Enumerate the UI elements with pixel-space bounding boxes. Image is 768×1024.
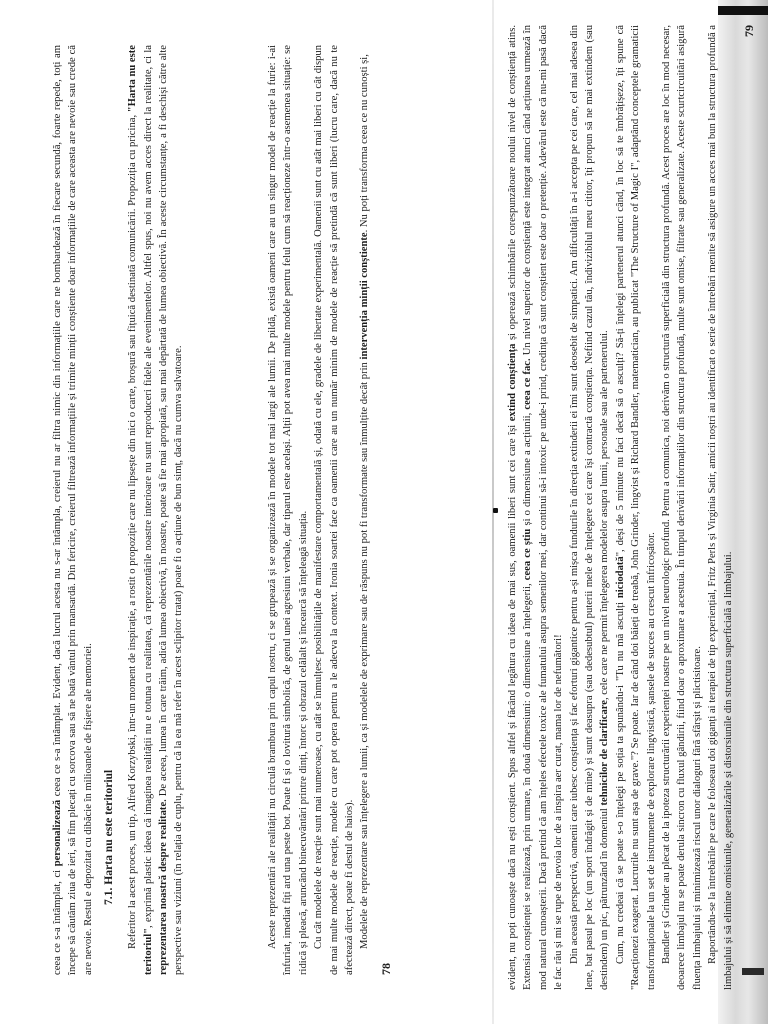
emphasis: ceea ce fac.	[522, 358, 534, 410]
emphasis: "Harta nu este teritoriul"	[127, 45, 154, 975]
text-run: De aceea, lumea în care trăim, adică lumea obiectivă, în noastre, poate să fie mai apropiată, sau mai depărtată de lumea obiectivă. În aceste circumstanțe, a fi deschiși către alte perspective sau viziuni (în relația de cuplu, pentru că la ea mă refer în acest sclipitor tratat) poate fi o acțiune de bun simț, dacă nu cumva salvatoare.	[158, 45, 185, 975]
right-paragraph-3	[613, 25, 659, 990]
text-run: și operează schimbările corespunzătoare noului nivel de conștiență atins. Extensia conștienței se realizează, prin urmare, în două dimensiuni: o dimensiune a înțelegerii,	[507, 24, 534, 990]
text-run: și o dimensiune a acțiunii,	[522, 409, 534, 529]
left-page	[50, 45, 490, 975]
left-paragraph-2: Aceste reprezentări ale realității nu circulă brambura prin capul nostru, ci se grupează și se organizează în modele tot mai largi ale lumii. De pildă, există oameni care au un singur model de reacție la furie: i-ai înfuriat, imediat fiți ard una peste bot. Poate fi și o lovitură simbolică, de genul unei agresiuni verbale, dar tiparul este același. Alții pot avea mai multe modele pentru felul cum să reacționeze într-o asemenea situație: se ridică și pleacă, aruncând binecuvântări printre dinți, întorc și obrazul celălalt și încearcă să înțeleagă situația.	[267, 45, 309, 975]
text-run: ", deși de 5 minute nu faci decât să o asculți? Să-ți înțelegi partenerul atunci când, în loc să te îmbrățișeze, îți spune că "Reacționezi exagerat. Lucrurile nu sunt așa de grave."? Se poate. Iar de când doi băieți de treabă, John Grinder, lingvist și Richard Bandler, matematician, au publicat "The Structure of Magic I", adaptând conceptele gramaticii transformaționale la un set de instrumente de explorare lingvistică, șansele de succes au crescut înfricoșător.	[614, 25, 657, 990]
text-run: ceea ce s-a întâmplat. Evident, dacă lucrul acesta nu s-ar întâmpla, creierul nu ar filtra nimic din informațiile care ne bombardează în fiecare secundă, foarte repede, toți am începe să căutăm ziua de ieri, să fim plecați cu sorcova sau să ne bată vântul prin mansardă. Din fericire, creierul filtrează informațiile și trimite minții conștiente doar informațiile de care aceasta are nevoie sau crede că are nevoie. Restul e depozitat cu dibăcie în milioanele de fișiere ale memoriei.	[52, 45, 94, 975]
text-run: Cum, nu credeai că se poate s-o înțelegi pe soția ta spunându-i "Tu nu mă asculți	[614, 598, 626, 964]
emphasis: ceea ce știu	[522, 528, 534, 581]
left-paragraph-3: Cu cât modelele de reacție sunt mai numeroase, cu atât se înmulțesc posibilitățile de manifestare comportamentală și, odată cu ele, gradele de libertate experimentală. Oamenii sunt cu atât mai liberi cu cât dispun de mai multe modele de reacție, modele cu care pot opera pentru a le adecva la context. Ironia soartei face ca oamenii care au un număr minim de modele de reacție să pretindă că sunt liberi (lucru care, dacă nu te afectează direct, poate fi destul de haios).	[313, 45, 356, 975]
text-run: , cele care ne permit înțelegerea modelelor asupra lumii, personale sau ale partenerului.	[599, 330, 611, 701]
right-paragraph-4: Bandler și Grinder au plecat de la ipoteza structurării experienței noastre pe un nivel neurologic profund. Pentru a comunica, noi derivăm o structură superficială din structura profundă. Acest proces are loc în mod necesar, deoarece limbajul nu se poate derula sincron cu fluxul gândirii, fiind doar o aproximare a acestuia. În timpul derivării informațiilor din structura profundă, multe sunt omise, filtrate sau generalizate. Aceste scurtcircuitări asigură fluența limbajului și minimizează riscul unor dialoguri fără sfârșit și plictisitoare.	[661, 25, 703, 990]
page-number: 79	[742, 25, 757, 37]
emphasis: reprezentarea noastră despre realitate.	[158, 799, 170, 975]
right-paragraph-5: Raportându-se la întrebările pe care le foloseau doi giganți ai terapiei de tip experiențial, Fritz Perls și Virginia Satir, amicii noștri au identificat o serie de întrebări menite să asigure un acces mai bun la structura profundă a limbajului și să elimine omisiunile, generalizările și distorsiunile din structura superficială a limbajului.	[707, 24, 734, 990]
emphasis: extind conștiența	[507, 343, 518, 422]
left-intro-paragraph	[50, 45, 96, 975]
text-run: , exprimă plastic ideea că imaginea realității nu e totuna cu realitatea, că reprezentările noastre interioare nu sunt reproduceri fidele ale evenimentelor. Altfel spus, noi nu avem acces direct la realitate, ci la	[142, 45, 154, 928]
text-run: Modelele de reprezentare sau înțelegere a lumii, ca și modelele de exprimare sau de răspuns nu pot fi transformate sau înmulțite decât prin	[359, 359, 371, 949]
right-page	[505, 24, 757, 990]
emphasis: niciodată	[614, 556, 626, 599]
right-paragraph-1	[505, 25, 567, 990]
spine-dot	[493, 508, 498, 513]
right-paragraph-2	[567, 25, 613, 990]
emphasis: personalizează	[52, 799, 63, 867]
left-paragraph-1	[125, 45, 187, 975]
edge-marker	[718, 6, 768, 15]
text-run: Referitor la acest proces, un tip, Alfred Korzybski, într-un moment de inspirație, a rostit o propoziție care nu lipsește din nici o carte, broșură sau fițuică destinată comunicării. Propoziția cu pricina,	[127, 112, 139, 949]
text-run: Din această perspectivă, oamenii care iubesc conștiența și fac eforturi gigantice pentru a-și mișca fundurile în direcția extinderii ei îmi sunt deosebit de simpatici. Am dificultăți în a-i accepta pe cei care, cel mai adesea din lene, bat pasul pe loc (un sport îndrăgit și de mine) și sunt deasupra (sau dedesubtul) puterii mele de înțelegere cei care își contractă conștiența. Nefiind cazul tău, îndivizibilul meu cititor, îți propun să ne mai extindem (sau destindem) un pic, pătrunzând în domeniul	[568, 25, 611, 990]
left-page-column-top	[50, 45, 255, 975]
text-run: Un nivel superior de conștiență este integrat atunci când acțiunea urmează în mod natural cunoașterii. Dacă pretind că am înțeles efectele toxice ale fumatului asupra semenilor mei, dar continui să-i intoxic pe unde-i prind, credința că sunt conștient este doar o pretenție. Adevărul este că nu-mi pasă dacă le fac rău și mi se rupe de nevoia lor de a inspira aer curat, mama lor de nefumători!	[522, 24, 565, 990]
text-run: ceea ce s-a întâmplat, ci	[52, 866, 63, 975]
emphasis: tehnicilor de clarificare	[599, 700, 611, 806]
page-number: 78	[378, 963, 393, 975]
left-paragraph-4	[357, 45, 372, 975]
section-heading: 7.1. Harta nu este teritoriul	[102, 769, 116, 905]
emphasis: intervenția minții conștiente	[359, 232, 371, 360]
left-page-column-bottom	[265, 45, 490, 975]
text-run: evident, nu poți cunoaște dacă nu ești conștient. Spus altfel și făcând legătura cu ideea de mai sus, oamenii liberi sunt cei care își	[507, 421, 518, 990]
text-run: . Nu poți transforma ceea ce nu cunoști și,	[359, 54, 371, 233]
